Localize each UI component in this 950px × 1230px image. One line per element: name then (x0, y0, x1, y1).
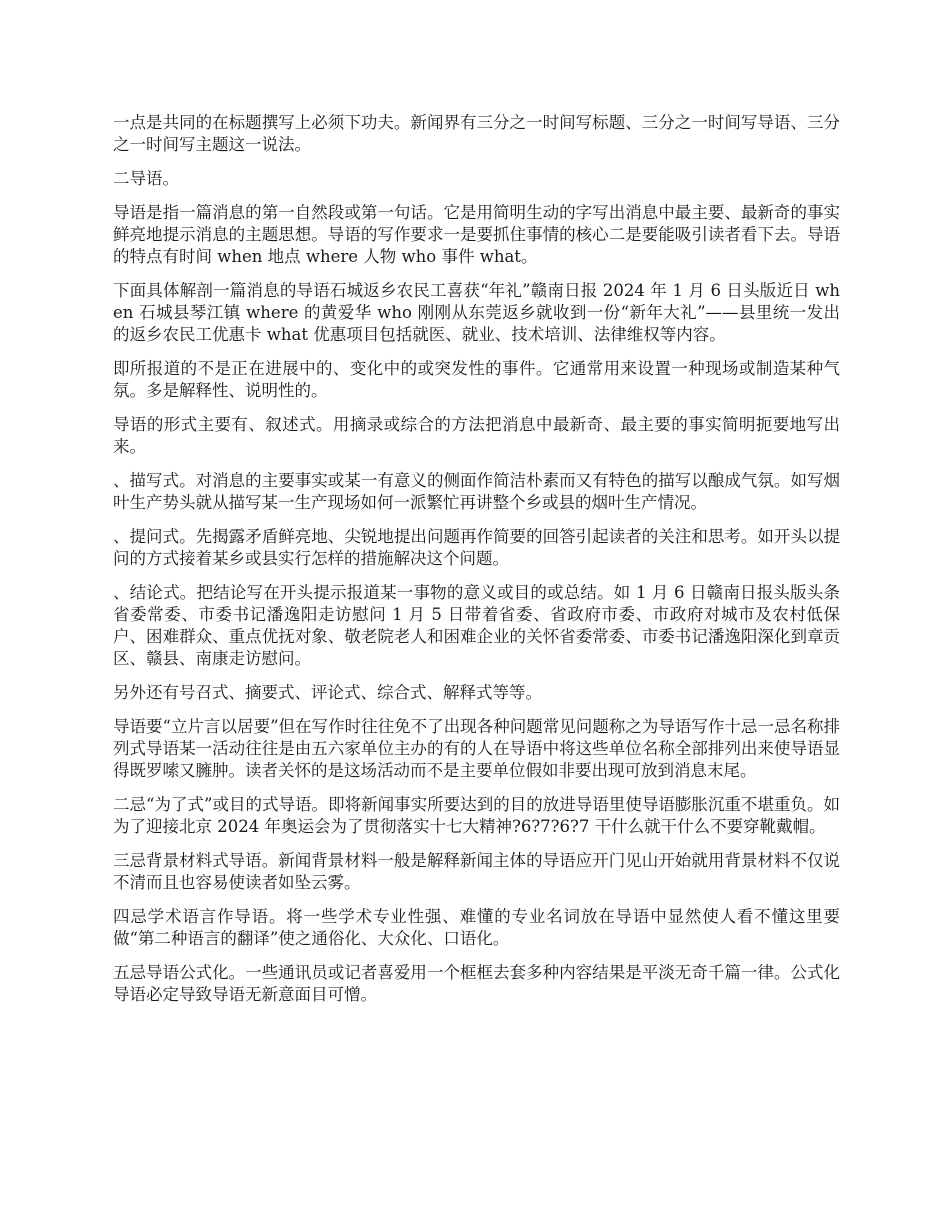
paragraph-11: 导语要“立片言以居要”但在写作时往往免不了出现各种问题常见问题称之为导语写作十忌一忌名称排列式导语某一活动往往是由五六家单位主办的有的人在导语中将这些单位名称全部排列出来使导语显得既罗嗦又臃肿。读者关怀的是这场活动而不是主要单位假如非要出现可放到消息末尾。 (113, 717, 840, 780)
paragraph-3: 导语是指一篇消息的第一自然段或第一句话。它是用简明生动的字写出消息中最主要、最新奇的事实鲜亮地提示消息的主题思想。导语的写作要求一是要抓住事情的核心二是要能吸引读者看下去。导语的特点有时间 when 地点 where 人物 who 事件 what。 (113, 203, 840, 266)
paragraph-9: 、结论式。把结论写在开头提示报道某一事物的意义或目的或总结。如 1 月 6 日赣南日报头版头条省委常委、市委书记潘逸阳走访慰问 1 月 5 日带着省委、省政府市委、市政府对城市及农村低保户、困难群众、重点优抚对象、敬老院老人和困难企业的关怀省委常委、市委书记潘逸阳深化到章贡区、赣县、南康走访慰问。 (113, 583, 840, 668)
paragraph-1: 一点是共同的在标题撰写上必须下功夫。新闻界有三分之一时间写标题、三分之一时间写导语、三分之一时间写主题这一说法。 (113, 113, 840, 154)
paragraph-13: 三忌背景材料式导语。新闻背景材料一般是解释新闻主体的导语应开门见山开始就用背景材料不仅说不清而且也容易使读者如坠云雾。 (113, 851, 840, 892)
paragraph-7: 、描写式。对消息的主要事实或某一有意义的侧面作简洁朴素而又有特色的描写以酿成气氛。如写烟叶生产势头就从描写某一生产现场如何一派繁忙再讲整个乡或县的烟叶生产情况。 (113, 471, 840, 512)
paragraph-12: 二忌“为了式”或目的式导语。即将新闻事实所要达到的目的放进导语里使导语膨胀沉重不堪重负。如为了迎接北京 2024 年奥运会为了贯彻落实十七大精神?6?7?6?7 干什么就干什么不要穿靴戴帽。 (113, 795, 840, 836)
paragraph-14: 四忌学术语言作导语。将一些学术专业性强、难懂的专业名词放在导语中显然使人看不懂这里要做“第二种语言的翻译”使之通俗化、大众化、口语化。 (113, 907, 840, 948)
paragraph-10: 另外还有号召式、摘要式、评论式、综合式、解释式等等。 (113, 683, 542, 702)
paragraph-4: 下面具体解剖一篇消息的导语石城返乡农民工喜获“年礼”赣南日报 2024 年 1 月 6 日头版近日 when 石城县琴江镇 where 的黄爱华 who 刚刚从东莞返乡就收到一份“新年大礼”——县里统一发出的返乡农民工优惠卡 what 优惠项目包括就医、就业、技术培训、法律维权等内容。 (113, 281, 840, 344)
paragraph-8: 、提问式。先揭露矛盾鲜亮地、尖锐地提出问题再作简要的回答引起读者的关注和思考。如开头以提问的方式接着某乡或县实行怎样的措施解决这个问题。 (113, 527, 840, 568)
paragraph-5: 即所报道的不是正在进展中的、变化中的或突发性的事件。它通常用来设置一种现场或制造某种气氛。多是解释性、说明性的。 (113, 359, 840, 400)
paragraph-6: 导语的形式主要有、叙述式。用摘录或综合的方法把消息中最新奇、最主要的事实简明扼要地写出来。 (113, 415, 840, 456)
document-body (113, 112, 840, 1018)
paragraph-15: 五忌导语公式化。一些通讯员或记者喜爱用一个框框去套多种内容结果是平淡无奇千篇一律。公式化导语必定导致导语无新意面目可憎。 (113, 963, 840, 1004)
paragraph-2: 二导语。 (113, 169, 179, 188)
